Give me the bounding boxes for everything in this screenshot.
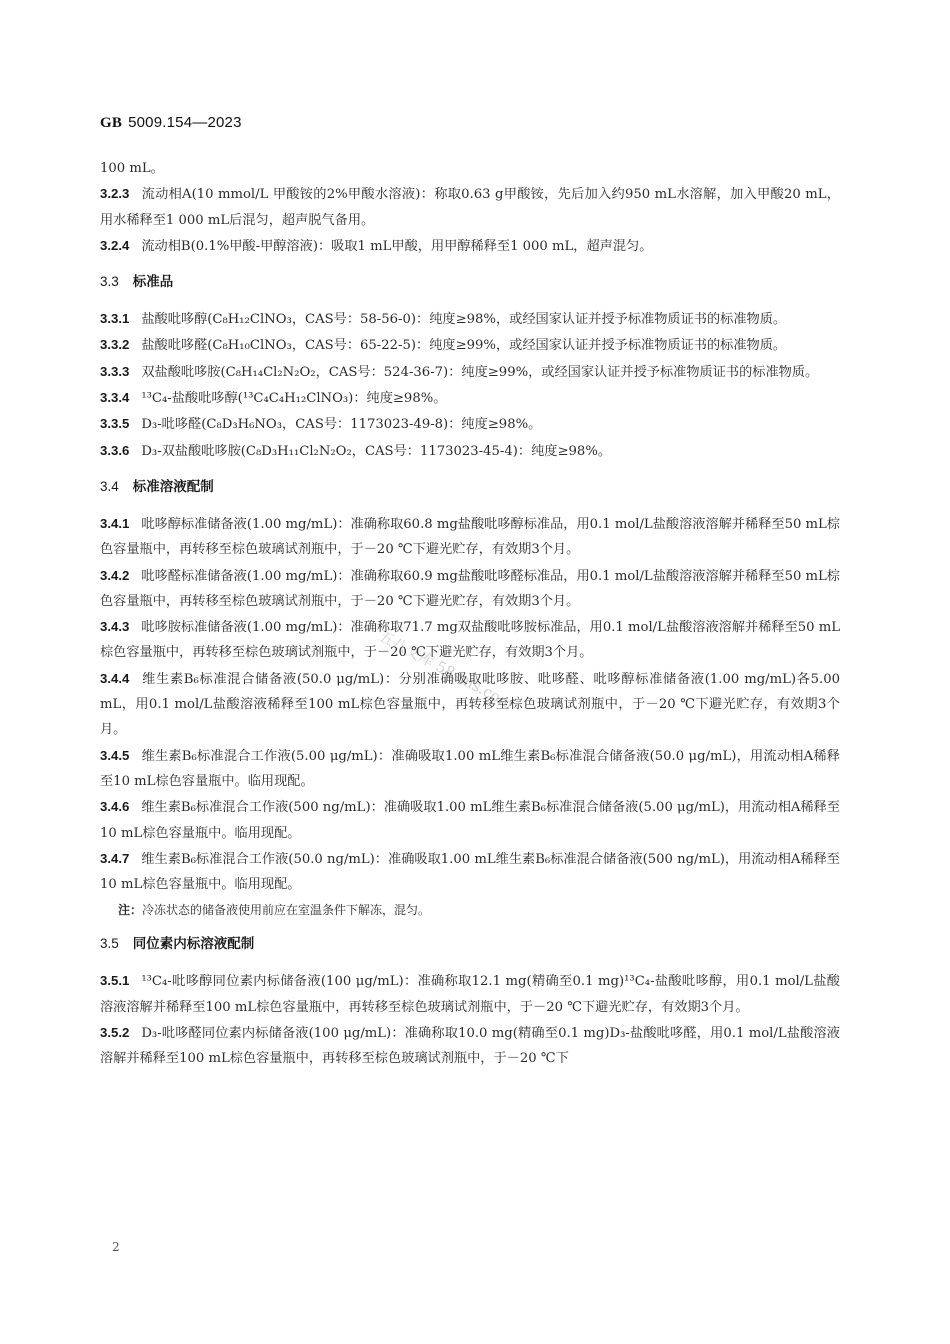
clause-paragraph — [100, 511, 840, 563]
section-title: 标准品 — [132, 274, 174, 291]
note-text: 冷冻状态的储备液使用前应在室温条件下解冻，混匀。 — [142, 903, 431, 918]
page-header — [100, 114, 242, 132]
clause-paragraph — [100, 846, 840, 898]
clause-number: 3.2.4 — [100, 237, 130, 253]
clause-paragraph — [100, 306, 840, 332]
clause-number: 3.4.5 — [100, 747, 130, 763]
section-heading — [100, 474, 840, 500]
standard-number: 5009.154—2023 — [128, 114, 242, 131]
clause-paragraph — [100, 332, 840, 358]
clause-text: ¹³C₄-盐酸吡哆醇(¹³C₄C₄H₁₂ClNO₃)：纯度≥98%。 — [141, 391, 447, 407]
clause-number: 3.3.2 — [100, 337, 130, 353]
clause-paragraph — [100, 233, 840, 259]
clause-number: 3.4.7 — [100, 850, 130, 866]
clause-text: 维生素B₆标准混合工作液(50.0 ng/mL)：准确吸取1.00 mL维生素B₆标准混合储备液(500 ng/mL)，用流动相A稀释至10 mL棕色容量瓶中。临用现配。 — [100, 851, 840, 893]
clause-text: 100 mL。 — [100, 161, 164, 176]
clause-text: 维生素B₆标准混合储备液(50.0 μg/mL)：分别准确吸取吡哆胺、吡哆醛、吡哆醇标准储备液(1.00 mg/mL)各5.00 mL，用0.1 mol/L盐酸溶液稀释至100 mL棕色容量瓶中，再转移至棕色玻璃试剂瓶中，于－20 ℃下避光贮存，有效期3个月。 — [100, 671, 840, 738]
clause-paragraph — [100, 666, 840, 743]
clause-paragraph — [100, 156, 840, 181]
section-number: 3.5 — [100, 936, 119, 952]
clause-number: 3.3.4 — [100, 390, 130, 406]
clause-text: D₃-双盐酸吡哆胺(C₈D₃H₁₁Cl₂N₂O₂，CAS号：1173023-45-4)：纯度≥98%。 — [141, 443, 612, 459]
clause-paragraph — [100, 438, 840, 464]
clause-text: 吡哆胺标准储备液(1.00 mg/mL)：准确称取71.7 mg双盐酸吡哆胺标准品，用0.1 mol/L盐酸溶液溶解并稀释至50 mL棕色容量瓶中，再转移至棕色玻璃试剂瓶中，于－20 ℃下避光贮存，有效期3个月。 — [100, 620, 840, 661]
clause-number: 3.4.1 — [100, 515, 130, 531]
clause-text: D₃-吡哆醛同位素内标储备液(100 μg/mL)：准确称取10.0 mg(精确至0.1 mg)D₃-盐酸吡哆醛，用0.1 mol/L盐酸溶液溶解并稀释至100 mL棕色容量瓶中，再转移至棕色玻璃试剂瓶中，于－20 ℃下 — [100, 1026, 840, 1067]
clause-number: 3.4.4 — [100, 670, 130, 686]
document-body — [100, 156, 840, 1072]
clause-text: 流动相A(10 mmol/L 甲酸铵的2%甲酸水溶液)：称取0.63 g甲酸铵，先后加入约950 mL水溶解，加入甲酸20 mL，用水稀释至1 000 mL后混匀，超声脱气备用。 — [100, 187, 840, 228]
clause-number: 3.4.2 — [100, 567, 130, 583]
clause-paragraph — [100, 794, 840, 846]
clause-paragraph — [100, 411, 840, 437]
clause-text: 维生素B₆标准混合工作液(500 ng/mL)：准确吸取1.00 mL维生素B₆标准混合储备液(5.00 μg/mL)，用流动相A稀释至10 mL棕色容量瓶中。临用现配。 — [100, 800, 840, 841]
page-number: 2 — [112, 1240, 120, 1254]
clause-paragraph — [100, 614, 840, 666]
clause-number: 3.4.3 — [100, 619, 130, 635]
clause-text: ¹³C₄-吡哆醇同位素内标储备液(100 μg/mL)：准确称取12.1 mg(精确至0.1 mg)¹³C₄-盐酸吡哆醇，用0.1 mol/L盐酸溶液溶解并稀释至100 mL棕色容量瓶中，再转移至棕色玻璃试剂瓶中，于－20 ℃下避光贮存，有效期3个月。 — [100, 974, 840, 1015]
clause-paragraph — [100, 359, 840, 385]
section-number: 3.3 — [100, 274, 119, 290]
clause-paragraph — [100, 563, 840, 615]
clause-number: 3.3.5 — [100, 416, 130, 432]
clause-text: 维生素B₆标准混合工作液(5.00 μg/mL)：准确吸取1.00 mL维生素B₆标准混合储备液(50.0 μg/mL)，用流动相A稀释至10 mL棕色容量瓶中。临用现配。 — [100, 748, 840, 789]
clause-number: 3.3.3 — [100, 363, 130, 379]
clause-text: 流动相B(0.1%甲酸-甲醇溶液)：吸取1 mL甲酸，用甲醇稀释至1 000 mL，超声混匀。 — [141, 238, 653, 254]
section-title: 同位素内标溶液配制 — [132, 936, 255, 953]
section-heading — [100, 931, 840, 957]
clause-number: 3.5.2 — [100, 1025, 130, 1041]
clause-text: 吡哆醛标准储备液(1.00 mg/mL)：准确称取60.9 mg盐酸吡哆醛标准品，用0.1 mol/L盐酸溶液溶解并稀释至50 mL棕色容量瓶中，再转移至棕色玻璃试剂瓶中，于－20 ℃下避光贮存，有效期3个月。 — [100, 568, 840, 609]
section-title: 标准溶液配制 — [132, 478, 214, 495]
clause-text: D₃-吡哆醛(C₈D₃H₆NO₃，CAS号：1173023-49-8)：纯度≥98%。 — [141, 417, 542, 433]
clause-text: 双盐酸吡哆胺(C₈H₁₄Cl₂N₂O₂，CAS号：524-36-7)：纯度≥99%，或经国家认证并授予标准物质证书的标准物质。 — [141, 364, 819, 380]
clause-paragraph — [100, 743, 840, 795]
standard-prefix: GB — [100, 115, 123, 131]
note-label: 注： — [118, 903, 143, 918]
section-number: 3.4 — [100, 478, 119, 494]
clause-number: 3.2.3 — [100, 186, 130, 202]
clause-paragraph — [100, 968, 840, 1020]
clause-paragraph — [100, 181, 840, 233]
clause-text: 盐酸吡哆醛(C₈H₁₀ClNO₃，CAS号：65-22-5)：纯度≥99%，或经国家认证并授予标准物质证书的标准物质。 — [141, 338, 787, 354]
clause-number: 3.3.6 — [100, 442, 130, 458]
clause-text: 盐酸吡哆醇(C₈H₁₂ClNO₃，CAS号：58-56-0)：纯度≥98%，或经国家认证并授予标准物质证书的标准物质。 — [141, 312, 787, 328]
clause-number: 3.5.1 — [100, 973, 130, 989]
clause-number: 3.4.6 — [100, 799, 130, 815]
note — [118, 899, 840, 921]
clause-number: 3.3.1 — [100, 311, 130, 327]
clause-paragraph — [100, 385, 840, 411]
section-heading — [100, 269, 840, 295]
clause-paragraph — [100, 1020, 840, 1072]
clause-text: 吡哆醇标准储备液(1.00 mg/mL)：准确称取60.8 mg盐酸吡哆醇标准品，用0.1 mol/L盐酸溶液溶解并稀释至50 mL棕色容量瓶中，再转移至棕色玻璃试剂瓶中，于－20 ℃下避光贮存，有效期3个月。 — [100, 516, 840, 558]
watermark: 五八文库 58sms.com — [375, 626, 517, 714]
